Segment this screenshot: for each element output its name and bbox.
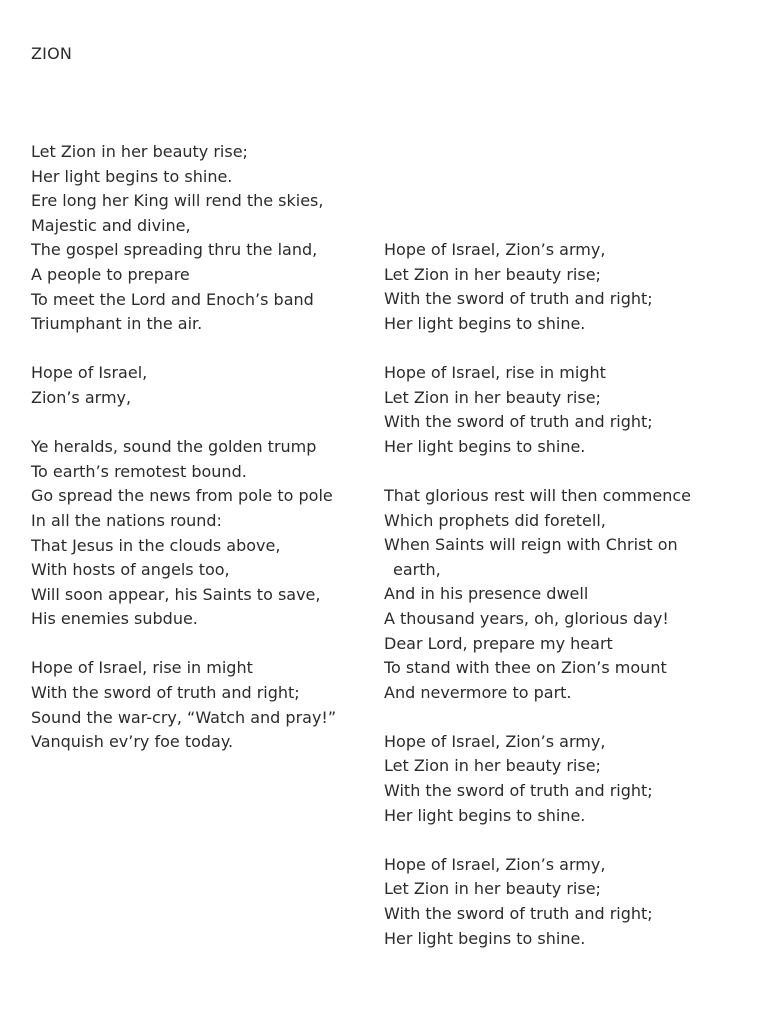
chorus-line: Zion’s army,	[31, 387, 132, 407]
verse-line: Dear Lord, prepare my heart	[384, 633, 613, 653]
chorus-line: Vanquish ev’ry foe today.	[31, 732, 234, 752]
verse-line: A people to prepare	[31, 264, 190, 284]
verse-line: To earth’s remotest bound.	[31, 461, 247, 481]
verse-line: Her light begins to shine.	[31, 166, 233, 186]
verse-line: Ye heralds, sound the golden trump	[31, 437, 317, 457]
chorus-line: With the sword of truth and right;	[384, 289, 653, 309]
verse-line: The gospel spreading thru the land,	[31, 240, 318, 260]
verse-line-continuation: earth,	[393, 559, 441, 579]
hymn-title: ZION	[31, 44, 73, 63]
verse-line: And in his presence dwell	[384, 584, 589, 604]
verse-line: Which prophets did foretell,	[384, 510, 606, 530]
chorus-line: With the sword of truth and right;	[31, 683, 300, 703]
right-column	[384, 238, 744, 976]
verse-line: Triumphant in the air.	[31, 314, 203, 334]
chorus-stanza	[384, 361, 744, 459]
chorus-line: Sound the war-cry, “Watch and pray!”	[31, 707, 337, 727]
chorus-line: Her light begins to shine.	[384, 436, 586, 456]
verse-line: Go spread the news from pole to pole	[31, 486, 333, 506]
left-column	[31, 140, 371, 779]
chorus-line: Her light begins to shine.	[384, 805, 586, 825]
verse-line: A thousand years, oh, glorious day!	[384, 608, 669, 628]
verse-line: In all the nations round:	[31, 510, 222, 530]
verse-line: Majestic and divine,	[31, 215, 191, 235]
chorus-line: Hope of Israel, rise in might	[384, 362, 606, 382]
chorus-line: Let Zion in her beauty rise;	[384, 879, 601, 899]
stanza	[31, 140, 371, 337]
chorus-line: Hope of Israel, Zion’s army,	[384, 240, 606, 259]
chorus-stanza	[31, 656, 371, 754]
chorus-line: Let Zion in her beauty rise;	[384, 756, 601, 776]
chorus-line: Let Zion in her beauty rise;	[384, 264, 601, 284]
verse-line: And nevermore to part.	[384, 682, 572, 702]
verse-line: Let Zion in her beauty rise;	[31, 142, 248, 161]
verse-line: That glorious rest will then commence	[384, 485, 691, 505]
chorus-line: Hope of Israel, Zion’s army,	[384, 731, 606, 751]
stanza	[31, 435, 371, 632]
chorus-line: Hope of Israel,	[31, 363, 148, 383]
chorus-line: With the sword of truth and right;	[384, 904, 653, 924]
verse-line: To stand with thee on Zion’s mount	[384, 658, 667, 678]
verse-line: To meet the Lord and Enoch’s band	[31, 289, 314, 309]
chorus-line: Let Zion in her beauty rise;	[384, 387, 601, 407]
chorus-stanza	[384, 238, 744, 336]
verse-line: Will soon appear, his Saints to save,	[31, 584, 321, 604]
verse-line: That Jesus in the clouds above,	[31, 535, 281, 555]
verse-line: When Saints will reign with Christ on	[384, 535, 678, 555]
chorus-line: Her light begins to shine.	[384, 928, 586, 948]
chorus-stanza	[384, 730, 744, 828]
chorus-line: With the sword of truth and right;	[384, 412, 653, 432]
verse-line: His enemies subdue.	[31, 609, 198, 629]
stanza	[384, 484, 744, 705]
verse-line: With hosts of angels too,	[31, 560, 230, 580]
chorus-line: With the sword of truth and right;	[384, 781, 653, 801]
verse-line: Ere long her King will rend the skies,	[31, 191, 324, 211]
chorus-stanza	[31, 361, 371, 410]
chorus-stanza	[384, 853, 744, 951]
chorus-line: Hope of Israel, rise in might	[31, 658, 253, 678]
chorus-line: Her light begins to shine.	[384, 313, 586, 333]
chorus-line: Hope of Israel, Zion’s army,	[384, 854, 606, 874]
